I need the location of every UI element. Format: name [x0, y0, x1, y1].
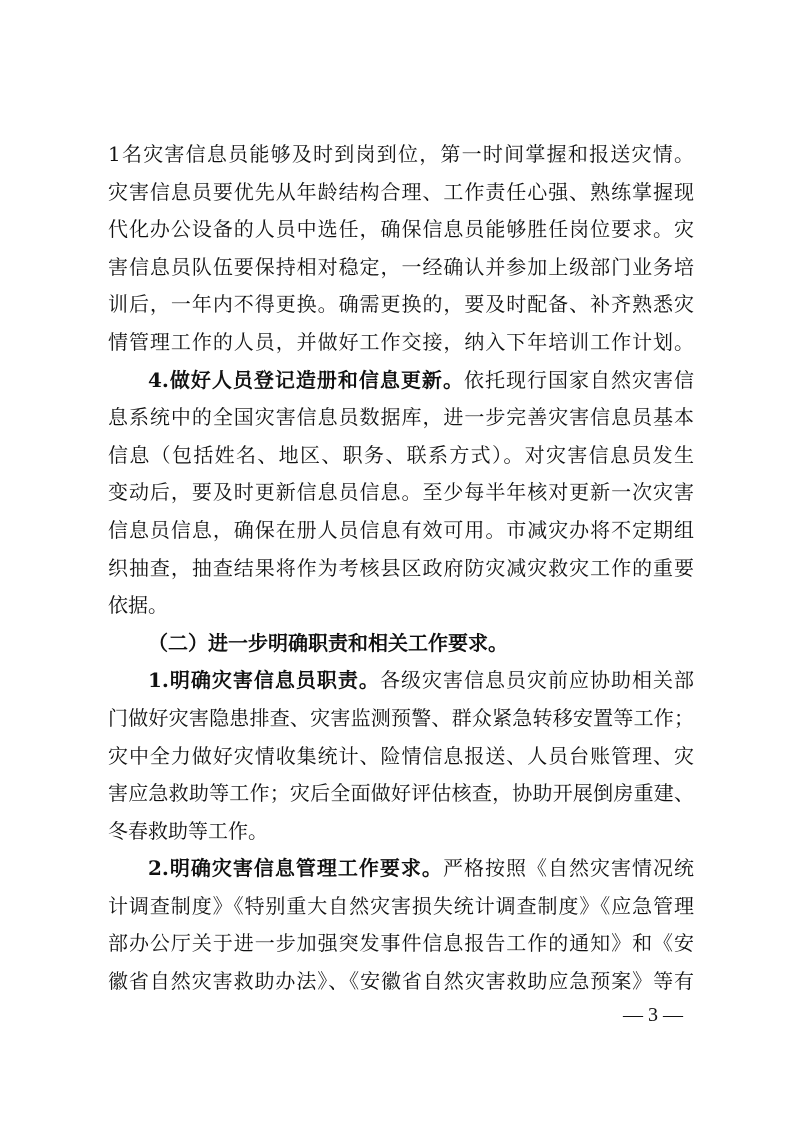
- paragraph-2-line: 信息（包括姓名、地区、职务、联系方式）。对灾害信息员发生: [108, 442, 694, 467]
- text-line: [108, 286, 694, 324]
- text-line: [108, 925, 694, 963]
- text-line: [108, 136, 694, 174]
- text-line: [108, 249, 694, 287]
- text-line: [108, 850, 694, 888]
- paragraph-2-first-line-rest: 依托现行国家自然灾害信: [463, 367, 694, 392]
- paragraph-3-first-line: [108, 662, 694, 700]
- paragraph-4-first-line: [108, 850, 694, 888]
- paragraph-4-line: 计调查制度》《特别重大自然灾害损失统计调查制度》《应急管理: [108, 893, 694, 918]
- paragraph-4-heading: 2.明确灾害信息管理工作要求。: [148, 856, 443, 881]
- paragraph-4-line: 部办公厅关于进一步加强突发事件信息报告工作的通知》和《安: [108, 931, 694, 956]
- text-line: [108, 738, 694, 776]
- paragraph-1-line: 情管理工作的人员，并做好工作交接，纳入下年培训工作计划。: [108, 329, 694, 354]
- paragraph-3-line: 灾中全力做好灾情收集统计、险情信息报送、人员台账管理、灾: [108, 743, 694, 768]
- paragraph-1-line: 训后，一年内不得更换。确需更换的，要及时配备、补齐熟悉灾: [108, 292, 694, 317]
- text-line: [108, 550, 694, 588]
- text-line: [108, 324, 694, 362]
- paragraph-3-line: 冬春救助等工作。: [108, 818, 268, 843]
- text-line: [108, 474, 694, 512]
- paragraph-3-heading: 1.明确灾害信息员职责。: [148, 668, 380, 693]
- text-line: [108, 775, 694, 813]
- paragraph-1-line: 代化办公设备的人员中选任，确保信息员能够胜任岗位要求。灾: [108, 217, 694, 242]
- text-line: [108, 662, 694, 700]
- text-line: [108, 587, 694, 625]
- text-line: [108, 362, 694, 400]
- paragraph-1-line: 灾害信息员要优先从年龄结构合理、工作责任心强、熟练掌握现: [108, 179, 694, 204]
- paragraph-2-line: 息系统中的全国灾害信息员数据库，进一步完善灾害信息员基本: [108, 405, 694, 430]
- text-line: [108, 437, 694, 475]
- paragraph-2-line: 变动后，要及时更新信息员信息。至少每半年核对更新一次灾害: [108, 480, 694, 505]
- text-line: [108, 174, 694, 212]
- section-heading: （二）进一步明确职责和相关工作要求。: [148, 630, 508, 655]
- text-line: [108, 399, 694, 437]
- paragraph-1-line: 1名灾害信息员能够及时到岗到位，第一时间掌握和报送灾情。: [108, 142, 694, 166]
- text-line: [108, 963, 694, 1001]
- text-line: [108, 211, 694, 249]
- paragraph-2-line: 依据。: [108, 593, 168, 618]
- paragraph-2-line: 信息员信息，确保在册人员信息有效可用。市减灾办将不定期组: [108, 517, 694, 542]
- text-line: [108, 625, 694, 663]
- paragraph-1-line: 害信息员队伍要保持相对稳定，一经确认并参加上级部门业务培: [108, 254, 694, 279]
- text-line: [108, 512, 694, 550]
- paragraph-2-heading: 4.做好人员登记造册和信息更新。: [148, 367, 464, 392]
- page-number: — 3 —: [623, 1004, 683, 1026]
- text-line: [108, 700, 694, 738]
- paragraph-4-first-line-rest: 严格按照《自然灾害情况统: [442, 856, 695, 881]
- paragraph-4-line: 徽省自然灾害救助办法》、《安徽省自然灾害救助应急预案》等有: [108, 969, 694, 994]
- paragraph-3-line: 害应急救助等工作；灾后全面做好评估核查，协助开展倒房重建、: [108, 781, 694, 806]
- paragraph-3-first-line-rest: 各级灾害信息员灾前应协助相关部: [379, 668, 694, 693]
- paragraph-2-line: 织抽查，抽查结果将作为考核县区政府防灾减灾救灾工作的重要: [108, 555, 694, 580]
- paragraph-3-line: 门做好灾害隐患排查、灾害监测预警、群众紧急转移安置等工作；: [108, 705, 694, 730]
- text-line: [108, 888, 694, 926]
- paragraph-2-first-line: [108, 362, 694, 400]
- body-text: [108, 136, 694, 1001]
- text-line: [108, 813, 694, 851]
